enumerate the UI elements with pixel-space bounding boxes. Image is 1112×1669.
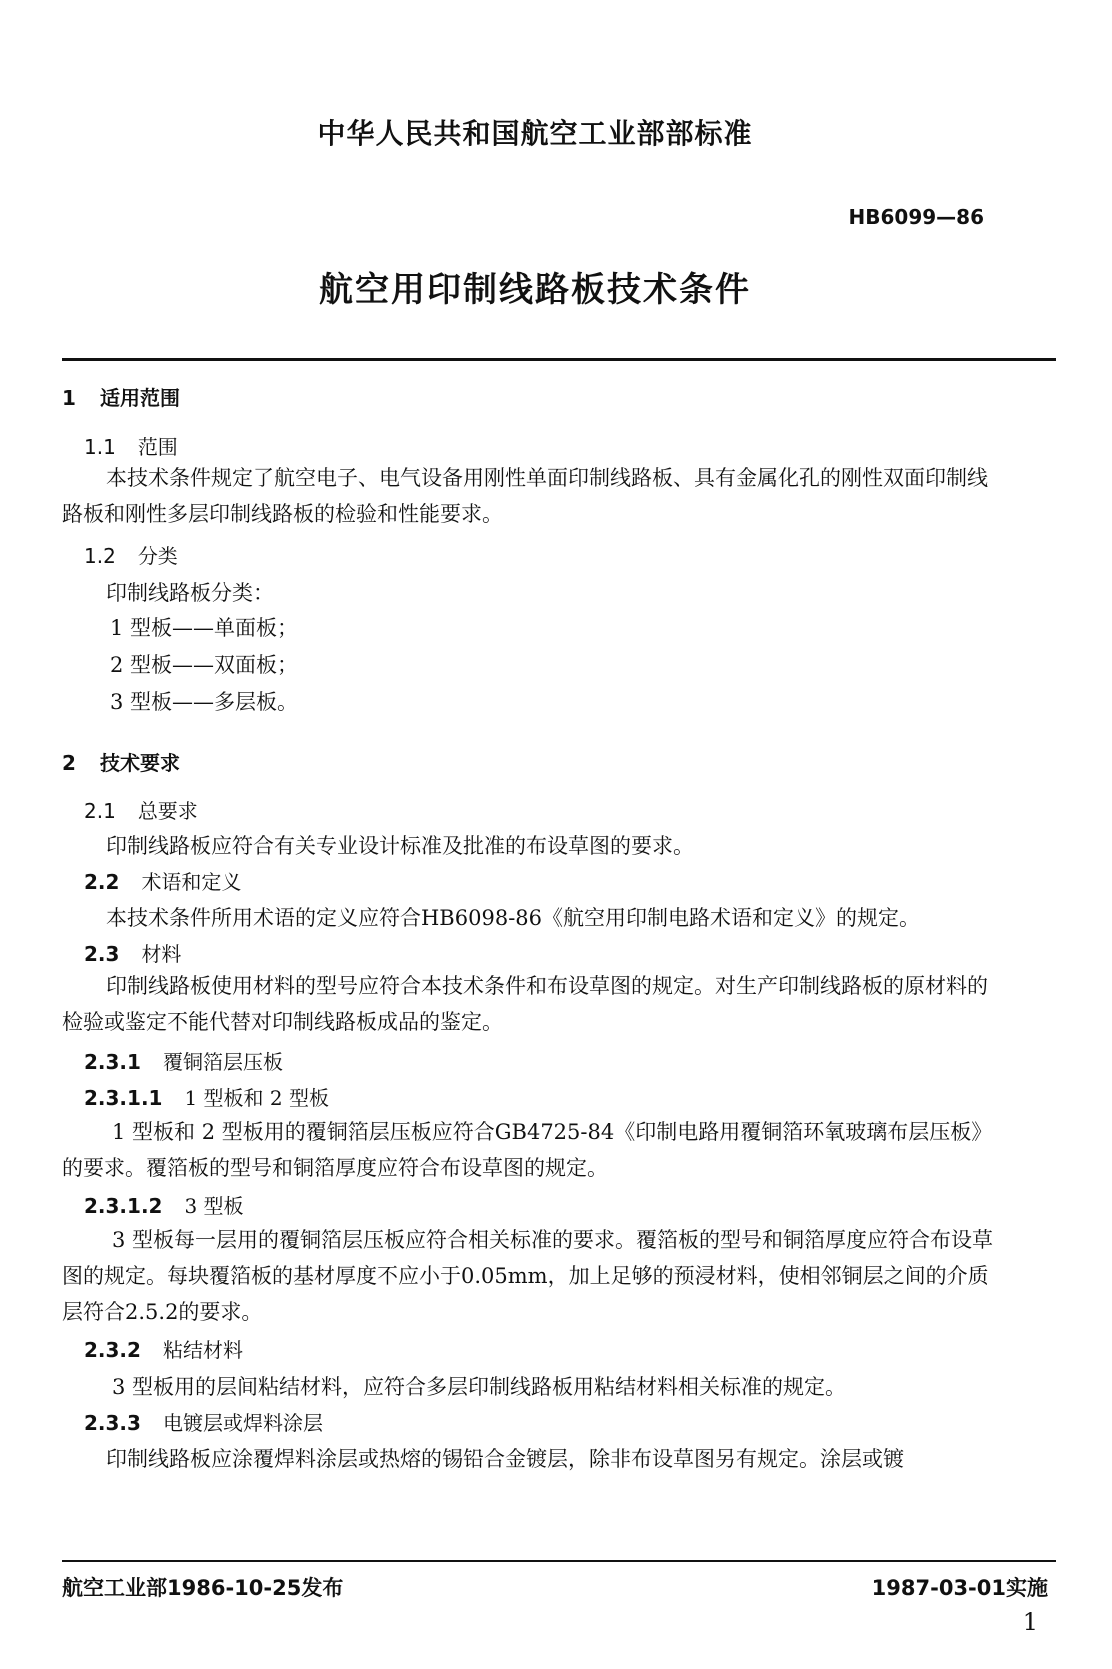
clause-number: 2.3 [84, 942, 120, 966]
header-divider [62, 358, 1056, 361]
section-2-heading [62, 747, 180, 776]
clause-label: 3 型板 [184, 1194, 244, 1218]
clause-label: 术语和定义 [141, 870, 242, 894]
clause-number: 2.2 [84, 870, 120, 894]
clause-2-3-3-text: 印制线路板应涂覆焊料涂层或热熔的锡铅合金镀层，除非布设草图另有规定。涂层或镀 [106, 1447, 904, 1471]
clause-1-2 [84, 540, 178, 569]
clause-2-2-text: 本技术条件所用术语的定义应符合HB6098-86《航空用印制电路术语和定义》的规定。 [106, 906, 921, 930]
clause-2-3-2 [84, 1334, 243, 1363]
clause-2-3 [84, 938, 181, 967]
section-1-heading [62, 382, 180, 411]
classification-intro: 印制线路板分类： [106, 581, 274, 605]
clause-2-3-2-text: 3 型板用的层间粘结材料，应符合多层印制线路板用粘结材料相关标准的规定。 [112, 1375, 847, 1399]
clause-label: 范围 [137, 435, 178, 459]
classification-item: 3 型板——多层板。 [110, 690, 299, 714]
clause-number: 2.3.1.2 [84, 1194, 163, 1218]
clause-2-1 [84, 795, 198, 824]
clause-number: 2.3.1.1 [84, 1086, 163, 1110]
page-number: 1 [1022, 1608, 1038, 1636]
effective-date: 1987-03-01实施 [871, 1576, 1048, 1600]
section-title: 技术要求 [100, 751, 180, 775]
section-title: 适用范围 [100, 386, 180, 410]
clause-number: 2.1 [84, 799, 116, 823]
clause-2-1-text: 印制线路板应符合有关专业设计标准及批准的布设草图的要求。 [106, 834, 694, 858]
clause-1-1-text: 本技术条件规定了航空电子、电气设备用刚性单面印制线路板、具有金属化孔的刚性双面印制线路板和刚性多层印制线路板的检验和性能要求。 [62, 466, 988, 526]
footer-divider [62, 1560, 1056, 1562]
clause-label: 分类 [137, 544, 178, 568]
clause-2-2 [84, 866, 241, 895]
clause-2-3-1-2-text: 3 型板每一层用的覆铜箔层压板应符合相关标准的要求。覆箔板的型号和铜箔厚度应符合布设草图的规定。每块覆箔板的基材厚度不应小于0.05mm，加上足够的预浸材料，使相邻铜层之间的介质层符合2.5.2的要求。 [62, 1228, 994, 1324]
clause-label: 材料 [141, 942, 182, 966]
issuing-organization: 中华人民共和国航空工业部部标准 [317, 117, 753, 150]
issue-date: 航空工业部1986-10-25发布 [62, 1576, 344, 1600]
clause-label: 电镀层或焊料涂层 [162, 1411, 323, 1435]
clause-2-3-1-2 [84, 1190, 244, 1219]
clause-number: 1.2 [84, 544, 116, 568]
clause-label: 1 型板和 2 型板 [184, 1086, 329, 1110]
clause-label: 覆铜箔层压板 [162, 1050, 283, 1074]
classification-item: 1 型板——单面板； [110, 616, 299, 640]
section-number: 1 [62, 386, 76, 410]
clause-2-3-1-1 [84, 1082, 329, 1111]
clause-2-3-1-1-text: 1 型板和 2 型板用的覆铜箔层压板应符合GB4725-84《印制电路用覆铜箔环氧玻璃布层压板》的要求。覆箔板的型号和铜箔厚度应符合布设草图的规定。 [62, 1120, 993, 1180]
clause-label: 粘结材料 [162, 1338, 243, 1362]
classification-item: 2 型板——双面板； [110, 653, 299, 677]
section-number: 2 [62, 751, 76, 775]
clause-label: 总要求 [137, 799, 198, 823]
clause-number: 2.3.3 [84, 1411, 141, 1435]
document-title: 航空用印制线路板技术条件 [319, 270, 751, 310]
clause-2-3-3 [84, 1407, 323, 1436]
clause-1-1 [84, 431, 178, 460]
standard-code: HB6099—86 [848, 205, 984, 229]
clause-number: 2.3.1 [84, 1050, 141, 1074]
clause-2-3-1 [84, 1046, 283, 1075]
clause-number: 1.1 [84, 435, 116, 459]
clause-2-3-text: 印制线路板使用材料的型号应符合本技术条件和布设草图的规定。对生产印制线路板的原材料的检验或鉴定不能代替对印制线路板成品的鉴定。 [62, 974, 988, 1034]
clause-number: 2.3.2 [84, 1338, 141, 1362]
